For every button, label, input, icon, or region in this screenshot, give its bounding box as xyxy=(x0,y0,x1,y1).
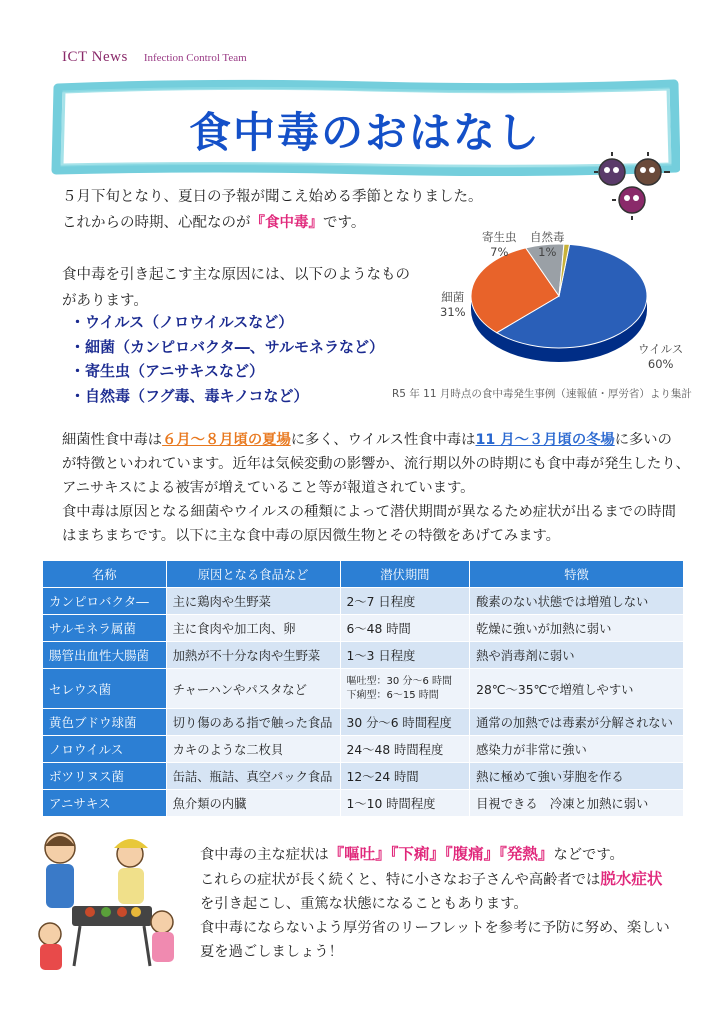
symptoms-paragraph xyxy=(200,842,670,964)
cell-incubation: 24～48 時間程度 xyxy=(340,736,470,763)
para-line-4: 食中毒は原因となる細菌やウイルスの種類によって潜伏期間が異なるため症状が出るまでの時間 xyxy=(62,504,676,520)
symptoms-highlight: 『嘔吐』『下痢』『腹痛』『発熱』 xyxy=(328,845,554,863)
cell-name: 黄色ブドウ球菌 xyxy=(43,709,167,736)
cell-feature: 乾燥に強いが加熱に弱い xyxy=(470,615,684,642)
sym-line-2 xyxy=(200,867,670,892)
pie-label-pct: 60% xyxy=(647,357,674,371)
para-line-5: はまちまちです。以下に主な食中毒の原因微生物とその特徴をあげてみます。 xyxy=(62,528,560,544)
page-title: 食中毒のおはなし xyxy=(188,108,541,157)
sym-text: これらの症状が長く続くと、特に小さなお子さんや高齢者では xyxy=(200,872,601,888)
pie-label-pct: 1% xyxy=(538,245,557,259)
cause-list xyxy=(70,310,384,408)
causes-text xyxy=(62,262,410,314)
col-header-incubation: 潜伏期間 xyxy=(340,561,470,588)
sym-text: 食中毒の主な症状は xyxy=(200,847,329,863)
pie-label-name: ウイルス xyxy=(638,342,684,356)
cell-name: サルモネラ属菌 xyxy=(43,615,167,642)
cell-name: 腸管出血性大腸菌 xyxy=(43,642,167,669)
title-banner xyxy=(50,78,680,176)
table-header-row xyxy=(43,561,684,588)
cell-food: チャーハンやパスタなど xyxy=(166,669,340,709)
cell-food: 缶詰、瓶詰、真空パック食品 xyxy=(166,763,340,790)
para-text: 細菌性食中毒は xyxy=(62,432,163,448)
intro-text xyxy=(62,184,483,236)
team-label: Infection Control Team xyxy=(143,52,247,64)
cell-incubation: 12～24 時間 xyxy=(340,763,470,790)
cell-food: 魚介類の内臓 xyxy=(166,790,340,817)
table-row xyxy=(43,736,684,763)
table-row xyxy=(43,709,684,736)
bbq-family-illustration xyxy=(30,826,190,976)
cell-incubation: 1～3 日程度 xyxy=(340,642,470,669)
pathogen-table xyxy=(42,560,684,817)
para-text: に多く、ウイルス性食中毒は xyxy=(290,432,476,448)
table-row xyxy=(43,588,684,615)
causes-line-2: があります。 xyxy=(62,293,148,309)
pie-label-virus xyxy=(638,342,683,372)
table-row xyxy=(43,615,684,642)
cell-feature: 通常の加熱では毒素が分解されない xyxy=(470,709,684,736)
pie-label-natural-toxin xyxy=(530,230,565,260)
causes-line-1: 食中毒を引き起こす主な原因には、以下のようなもの xyxy=(62,267,410,283)
cell-food: 主に食肉や加工肉、卵 xyxy=(166,615,340,642)
cell-name: セレウス菌 xyxy=(43,669,167,709)
pie-label-name: 細菌 xyxy=(441,290,465,304)
cell-incubation: 2～7 日程度 xyxy=(340,588,470,615)
cell-food: 切り傷のある指で触った食品 xyxy=(166,709,340,736)
winter-highlight: 11 月～３月頃の冬場 xyxy=(475,432,615,448)
cell-incubation: 1～10 時間程度 xyxy=(340,790,470,817)
pie-label-bacteria xyxy=(440,290,466,320)
table-row xyxy=(43,669,684,709)
cell-food: カキのような二枚貝 xyxy=(166,736,340,763)
intro-line-2-end: です。 xyxy=(323,215,366,231)
intro-line-1: ５月下旬となり、夏日の予報が聞こえ始める季節となりました。 xyxy=(62,189,483,205)
pie-label-parasite xyxy=(482,230,517,260)
cell-name: ノロウイルス xyxy=(43,736,167,763)
cell-feature: 熱や消毒剤に弱い xyxy=(470,642,684,669)
pie-label-name: 自然毒 xyxy=(530,230,565,244)
cause-item: ・寄生虫（アニサキスなど） xyxy=(70,362,264,380)
intro-line-2-text: これからの時期、心配なのが xyxy=(62,215,251,231)
para-line-3: アニサキスによる被害が増えていること等が報道されています。 xyxy=(62,480,475,496)
cell-feature: 感染力が非常に強い xyxy=(470,736,684,763)
para-text: に多いの xyxy=(614,432,672,448)
ict-news-label: ICT News xyxy=(62,49,128,65)
pie-label-pct: 7% xyxy=(490,245,509,259)
pie-label-pct: 31% xyxy=(440,305,466,319)
germ-characters-icon xyxy=(592,150,676,222)
para-line-2: が特徴といわれています。近年は気候変動の影響か、流行期以外の時期にも食中毒が発生したり、 xyxy=(62,456,690,472)
dehydration-highlight: 脱水症状 xyxy=(600,870,663,888)
col-header-food: 原因となる食品など xyxy=(166,561,340,588)
col-header-feature: 特徴 xyxy=(470,561,684,588)
cell-food: 主に鶏肉や生野菜 xyxy=(166,588,340,615)
incubation-diarrhea: 下痢型：6～15 時間 xyxy=(346,689,439,701)
cause-item: ・自然毒（フグ毒、毒キノコなど） xyxy=(70,386,309,405)
newsletter-header xyxy=(62,48,247,66)
table-row xyxy=(43,642,684,669)
incubation-vomit: 嘔吐型：30 分～6 時間 xyxy=(346,675,452,687)
cell-incubation: 6～48 時間 xyxy=(340,615,470,642)
cell-incubation xyxy=(340,669,470,709)
intro-line-2 xyxy=(62,210,483,236)
table-row xyxy=(43,763,684,790)
season-paragraph xyxy=(62,428,690,548)
sym-text: などです。 xyxy=(553,847,624,863)
cell-feature: 熱に極めて強い芽胞を作る xyxy=(470,763,684,790)
food-poisoning-highlight: 『食中毒』 xyxy=(250,215,323,231)
chart-caption: R5 年 11 月時点の食中毒発生事例（速報値・厚労省）より集計 xyxy=(392,388,692,400)
cell-name: ボツリヌス菌 xyxy=(43,763,167,790)
pie-label-name: 寄生虫 xyxy=(482,230,517,244)
sym-line-1 xyxy=(200,842,670,867)
table-row xyxy=(43,790,684,817)
cell-feature: 目視できる 冷凍と加熱に弱い xyxy=(470,790,684,817)
cell-name: アニサキス xyxy=(43,790,167,817)
summer-highlight: ６月～８月頃の夏場 xyxy=(162,432,291,448)
cell-name: カンピロバクタ― xyxy=(43,588,167,615)
col-header-name: 名称 xyxy=(43,561,167,588)
cell-food: 加熱が不十分な肉や生野菜 xyxy=(166,642,340,669)
para-line-1 xyxy=(62,428,690,452)
sym-line-4: 食中毒にならないよう厚労省のリーフレットを参考に予防に努め、楽しい xyxy=(200,920,670,936)
cell-feature: 酸素のない状態では増殖しない xyxy=(470,588,684,615)
cause-item: ・細菌（カンピロバクタ―、サルモネラなど） xyxy=(70,337,384,356)
sym-line-3: を引き起こし、重篤な状態になることもあります。 xyxy=(200,896,528,912)
cell-incubation: 30 分～6 時間程度 xyxy=(340,709,470,736)
sym-line-5: 夏を過ごしましょう！ xyxy=(200,944,343,960)
cell-feature: 28℃～35℃で増殖しやすい xyxy=(470,669,684,709)
cause-item: ・ウイルス（ノロウイルスなど） xyxy=(70,313,294,331)
